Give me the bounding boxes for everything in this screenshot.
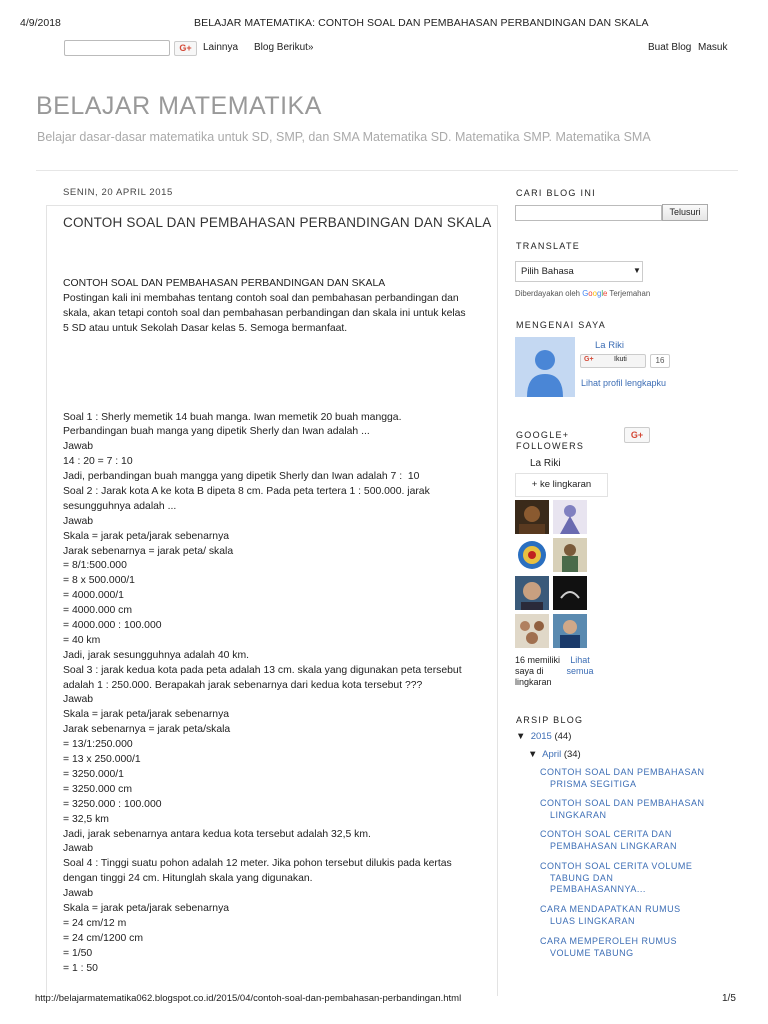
archive-post-title-line: PEMBAHASANNYA... bbox=[550, 884, 646, 894]
post-body-line: = 1 : 50 bbox=[63, 962, 98, 974]
post-body-line: Skala = jarak peta/jarak sebenarnya bbox=[63, 530, 230, 542]
print-page-title: BELAJAR MATEMATIKA: CONTOH SOAL DAN PEMBAHASAN PERBANDINGAN DAN SKALA bbox=[194, 17, 649, 29]
navbar-search-input[interactable] bbox=[64, 40, 170, 56]
follower-avatar[interactable] bbox=[515, 500, 549, 534]
post-body-line: = 1/50 bbox=[63, 947, 93, 959]
navbar-more-link[interactable]: Lainnya bbox=[203, 42, 239, 53]
archive-post-title-line: LUAS LINGKARAN bbox=[550, 915, 636, 926]
post-body-line: Jadi, jarak sesungguhnya adalah 40 km. bbox=[63, 649, 249, 661]
follower-avatar[interactable] bbox=[515, 538, 549, 572]
follow-count: 16 bbox=[650, 354, 670, 368]
search-heading: CARI BLOG INI bbox=[516, 188, 596, 198]
post-intro-line: Postingan kali ini membahas tentang contoh soal dan pembahasan perbandingan dan bbox=[63, 292, 459, 304]
post-body-line: = 4000.000/1 bbox=[63, 590, 124, 602]
archive-post-title-line: CONTOH SOAL DAN PEMBAHASAN bbox=[540, 798, 705, 808]
archive-post-title-line: CARA MENDAPATKAN RUMUS bbox=[540, 904, 681, 914]
google-logo: Google bbox=[582, 289, 608, 298]
archive-post-title-line: CONTOH SOAL DAN PEMBAHASAN bbox=[540, 767, 705, 777]
archive-year-count: (44) bbox=[554, 731, 572, 742]
post-body-line: = 8 x 500.000/1 bbox=[63, 575, 135, 587]
post-body bbox=[63, 277, 488, 976]
post-body-line: Jawab bbox=[63, 515, 94, 527]
archive-post-title-line: PRISMA SEGITIGA bbox=[550, 778, 637, 789]
gplus-followers-heading-line2: FOLLOWERS bbox=[516, 441, 585, 451]
post-body-line: = 3250.000 cm bbox=[63, 783, 133, 795]
blog-description: Belajar dasar-dasar matematika untuk SD, SMP, dan SMA Matematika SD. Matematika SMP. Matematika SMA bbox=[37, 130, 651, 144]
archive-post-title-line: CONTOH SOAL CERITA DAN bbox=[540, 829, 672, 839]
expand-triangle-icon[interactable]: ▼ bbox=[516, 731, 526, 742]
post-body-spacer bbox=[63, 337, 488, 411]
post-body-line: = 13/1:250.000 bbox=[63, 739, 133, 751]
translate-label: Terjemahan bbox=[609, 289, 651, 298]
archive-month-link[interactable]: April bbox=[542, 749, 562, 760]
gplus-follow-button[interactable]: G+ bbox=[624, 427, 650, 443]
navbar-next-blog-link[interactable]: Blog Berikut» bbox=[254, 42, 314, 53]
post-body-line: Soal 4 : Tinggi suatu pohon adalah 12 meter. Jika pohon tersebut dilukis pada kertas bbox=[63, 858, 452, 870]
archive-post-link[interactable] bbox=[540, 904, 710, 927]
gplus-followers-heading-line1: GOOGLE+ bbox=[516, 430, 570, 440]
archive-heading: ARSIP BLOG bbox=[516, 715, 584, 725]
powered-by-label: Diberdayakan oleh bbox=[515, 289, 581, 298]
post-body-line: Jadi, jarak sebenarnya antara kedua kota tersebut adalah 32,5 km. bbox=[63, 828, 371, 840]
post-date: SENIN, 20 APRIL 2015 bbox=[63, 187, 173, 198]
view-all-followers-link[interactable]: Lihat semua bbox=[566, 655, 594, 676]
follower-avatar[interactable] bbox=[515, 614, 549, 648]
post-body-line: Jawab bbox=[63, 694, 94, 706]
archive-post-title-line: LINGKARAN bbox=[550, 809, 607, 820]
navbar-sign-in-link[interactable]: Masuk bbox=[698, 42, 728, 53]
post-body-line: = 4000.000 cm bbox=[63, 605, 133, 617]
post-body-line: 14 : 20 = 7 : 10 bbox=[63, 456, 133, 468]
post-body-line: Skala = jarak peta/jarak sebenarnya bbox=[63, 709, 230, 721]
follower-avatar[interactable] bbox=[553, 576, 587, 610]
post-body-line: Soal 3 : jarak kedua kota pada peta adalah 13 cm. skala yang digunakan peta tersebut bbox=[63, 664, 462, 676]
post-title: CONTOH SOAL DAN PEMBAHASAN PERBANDINGAN DAN SKALA bbox=[63, 215, 492, 230]
gplus-icon: G+ bbox=[584, 356, 594, 363]
post-body-line: Jawab bbox=[63, 843, 94, 855]
profile-avatar[interactable] bbox=[515, 337, 575, 397]
gplus-share-button[interactable]: G+ bbox=[174, 41, 197, 56]
archive-year-link[interactable]: 2015 bbox=[530, 731, 552, 742]
archive-post-title-line: TABUNG DAN bbox=[550, 872, 614, 883]
post-body-line: = 3250.000 : 100.000 bbox=[63, 798, 162, 810]
dropdown-arrow-icon: ▼ bbox=[633, 266, 641, 275]
followers-count-text: 16 memiliki saya di lingkaran bbox=[515, 655, 561, 687]
archive-year-toggle[interactable] bbox=[516, 731, 571, 742]
archive-post-title-line: CARA MEMPEROLEH RUMUS bbox=[540, 936, 678, 946]
print-page-number: 1/5 bbox=[722, 993, 736, 1004]
archive-post-link[interactable] bbox=[540, 767, 710, 790]
follower-avatar[interactable] bbox=[553, 538, 587, 572]
post-body-line: = 3250.000/1 bbox=[63, 768, 124, 780]
powered-by-google-translate[interactable] bbox=[515, 289, 650, 298]
default-user-icon bbox=[515, 337, 575, 397]
print-url: http://belajarmatematika062.blogspot.co.id/2015/04/contoh-soal-dan-pembahasan-perbandingan.html bbox=[35, 993, 462, 1004]
about-heading: MENGENAI SAYA bbox=[516, 320, 607, 330]
post-body-line: = 4000.000 : 100.000 bbox=[63, 620, 162, 632]
translate-heading: TRANSLATE bbox=[516, 241, 581, 251]
post-intro-line: 5 SD atau untuk Sekolah Dasar kelas 5. Semoga bermanfaat. bbox=[63, 322, 348, 334]
gplus-followers-owner[interactable]: La Riki bbox=[530, 458, 561, 469]
follower-avatar[interactable] bbox=[515, 576, 549, 610]
archive-month-toggle[interactable] bbox=[528, 749, 581, 760]
language-select[interactable]: Pilih Bahasa bbox=[515, 261, 643, 282]
expand-triangle-icon[interactable]: ▼ bbox=[528, 749, 538, 760]
print-date: 4/9/2018 bbox=[20, 17, 61, 29]
archive-post-title-line: CONTOH SOAL CERITA VOLUME bbox=[540, 861, 693, 871]
add-to-circles-button[interactable]: + ke lingkaran bbox=[515, 473, 608, 497]
post-body-line: Perbandingan buah manga yang dipetik Sherly dan Iwan adalah ... bbox=[63, 426, 370, 438]
navbar-create-blog-link[interactable]: Buat Blog bbox=[648, 42, 692, 53]
post-body-line: Skala = jarak peta/jarak sebenarnya bbox=[63, 902, 230, 914]
archive-post-title-line: VOLUME TABUNG bbox=[550, 947, 634, 958]
follow-label: Ikuti bbox=[614, 356, 627, 363]
blog-search-input[interactable] bbox=[515, 205, 662, 221]
archive-post-link[interactable] bbox=[540, 798, 710, 821]
post-body-line: Soal 2 : Jarak kota A ke kota B dipeta 8 cm. Pada peta tertera 1 : 500.000. jarak bbox=[63, 486, 430, 498]
post-body-line: Jarak sebenarnya = jarak peta/skala bbox=[63, 724, 231, 736]
post-body-line: = 32,5 km bbox=[63, 813, 109, 825]
post-body-line: Soal 1 : Sherly memetik 14 buah manga. Iwan memetik 20 buah mangga. bbox=[63, 411, 402, 423]
search-button[interactable]: Telusuri bbox=[662, 204, 708, 221]
follower-avatar[interactable] bbox=[553, 614, 587, 648]
post-body-line: dengan tinggi 24 cm. Hitunglah skala yang digunakan. bbox=[63, 873, 313, 885]
post-body-line: Jawab bbox=[63, 888, 94, 900]
post-body-line: adalah 1 : 250.000. Berapakah jarak sebenarnya dari kedua kota tersebut ??? bbox=[63, 679, 423, 691]
post-body-line: = 40 km bbox=[63, 634, 101, 646]
post-body-line: = 13 x 250.000/1 bbox=[63, 754, 141, 766]
view-full-profile-link[interactable]: Lihat profil lengkapku bbox=[581, 378, 667, 388]
post-body-line: Jarak sebenarnya = jarak peta/ skala bbox=[63, 545, 234, 557]
post-intro-line: CONTOH SOAL DAN PEMBAHASAN PERBANDINGAN DAN SKALA bbox=[63, 278, 386, 289]
post-body-line: = 24 cm/1200 cm bbox=[63, 932, 143, 944]
blog-title[interactable]: BELAJAR MATEMATIKA bbox=[36, 92, 322, 120]
archive-post-link[interactable] bbox=[540, 936, 710, 959]
header-divider bbox=[36, 170, 738, 185]
post-body-line: Jadi, perbandingan buah mangga yang dipetik Sherly dan Iwan adalah 7 : 10 bbox=[63, 471, 420, 483]
post-body-line: = 8/1:500.000 bbox=[63, 560, 127, 572]
post-body-line: Jawab bbox=[63, 441, 94, 453]
archive-post-link[interactable] bbox=[540, 861, 710, 896]
post-intro-line: skala, akan tetapi contoh soal dan pembahasan perbandingan dan skala ini untuk kelas bbox=[63, 307, 466, 319]
archive-post-title-line: PEMBAHASAN LINGKARAN bbox=[550, 840, 678, 851]
post-body-line: sesungguhnya adalah ... bbox=[63, 500, 177, 512]
follower-avatar[interactable] bbox=[553, 500, 587, 534]
archive-month-count: (34) bbox=[563, 749, 581, 760]
archive-post-link[interactable] bbox=[540, 829, 710, 852]
follow-button[interactable] bbox=[580, 354, 646, 368]
profile-name-link[interactable]: La Riki bbox=[595, 340, 625, 351]
post-body-line: = 24 cm/12 m bbox=[63, 917, 127, 929]
